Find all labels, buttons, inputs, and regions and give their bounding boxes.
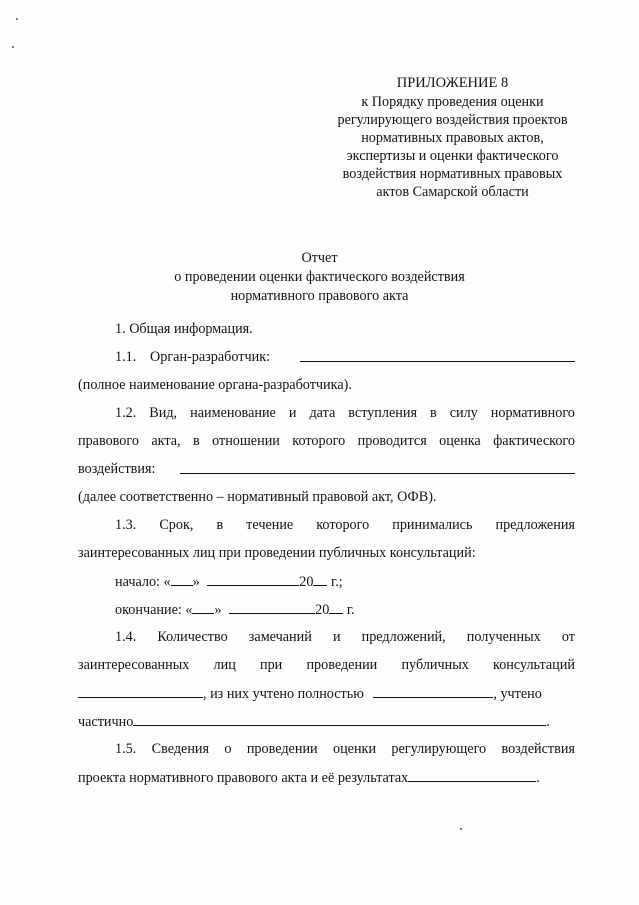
item-1-4-line: 1.4. Количество замечаний и предложений, полученных от bbox=[115, 629, 575, 645]
end-year-field[interactable] bbox=[329, 600, 343, 614]
appendix-line: регулирующего воздействия проектов bbox=[337, 112, 568, 128]
start-date-row: начало: « » 20 г.; bbox=[115, 574, 343, 590]
item-1-2-hint: (далее соответственно – нормативный правовой акт, ОФВ). bbox=[78, 489, 437, 505]
item-1-1-hint: (полное наименование органа-разработчика). bbox=[78, 377, 352, 393]
scan-speck bbox=[460, 828, 462, 830]
comments-accepted-field[interactable] bbox=[373, 684, 493, 698]
ria-results-field[interactable] bbox=[408, 768, 536, 782]
report-subtitle: нормативного правового акта bbox=[230, 288, 409, 304]
scan-speck bbox=[12, 46, 14, 48]
end-day-field[interactable] bbox=[192, 600, 214, 614]
item-1-2-line: правового акта, в отношении которого проводится оценка фактического bbox=[78, 433, 575, 449]
item-1-4-line: , из них учтено полностью , учтено bbox=[78, 684, 542, 703]
act-type-field[interactable] bbox=[180, 460, 575, 479]
item-1-2-label: воздействия: bbox=[78, 461, 156, 477]
start-year-field[interactable] bbox=[313, 572, 327, 586]
appendix-line: к Порядку проведения оценки bbox=[361, 94, 544, 110]
item-1-3-line: 1.3. Срок, в течение которого принимались предложения bbox=[115, 517, 575, 533]
appendix-line: экспертизы и оценки фактического bbox=[346, 148, 559, 164]
appendix-title: ПРИЛОЖЕНИЕ 8 bbox=[396, 75, 509, 91]
appendix-line: воздействия нормативных правовых bbox=[342, 166, 563, 182]
report-subtitle: о проведении оценки фактического воздействия bbox=[174, 269, 465, 285]
item-1-2-line: 1.2. Вид, наименование и дата вступления в силу нормативного bbox=[115, 405, 575, 421]
item-1-3-line: заинтересованных лиц при проведении публичных консультаций: bbox=[78, 545, 476, 561]
start-day-field[interactable] bbox=[171, 572, 193, 586]
scan-speck bbox=[16, 18, 18, 20]
item-1-1-label: Орган-разработчик: bbox=[150, 349, 271, 365]
comments-partial-field[interactable] bbox=[133, 712, 546, 726]
item-1-5-line: проекта нормативного правового акта и её результатах . bbox=[78, 770, 540, 786]
developer-field[interactable] bbox=[300, 348, 575, 367]
appendix-line: актов Самарской области bbox=[376, 184, 529, 200]
end-date-row: окончание: « » 20 г. bbox=[115, 602, 355, 618]
start-month-field[interactable] bbox=[207, 572, 299, 586]
item-1-5-line: 1.5. Сведения о проведении оценки регулирующего воздействия bbox=[115, 741, 575, 757]
end-month-field[interactable] bbox=[229, 600, 315, 614]
appendix-line: нормативных правовых актов, bbox=[361, 130, 544, 146]
section-1-heading: 1. Общая информация. bbox=[115, 321, 253, 337]
report-title: Отчет bbox=[301, 250, 338, 266]
item-1-4-line: заинтересованных лиц при проведении публичных консультаций bbox=[78, 657, 575, 673]
comments-total-field[interactable] bbox=[78, 684, 203, 698]
item-1-4-line: частично . bbox=[78, 714, 550, 730]
item-1-1-number: 1.1. bbox=[115, 349, 137, 365]
